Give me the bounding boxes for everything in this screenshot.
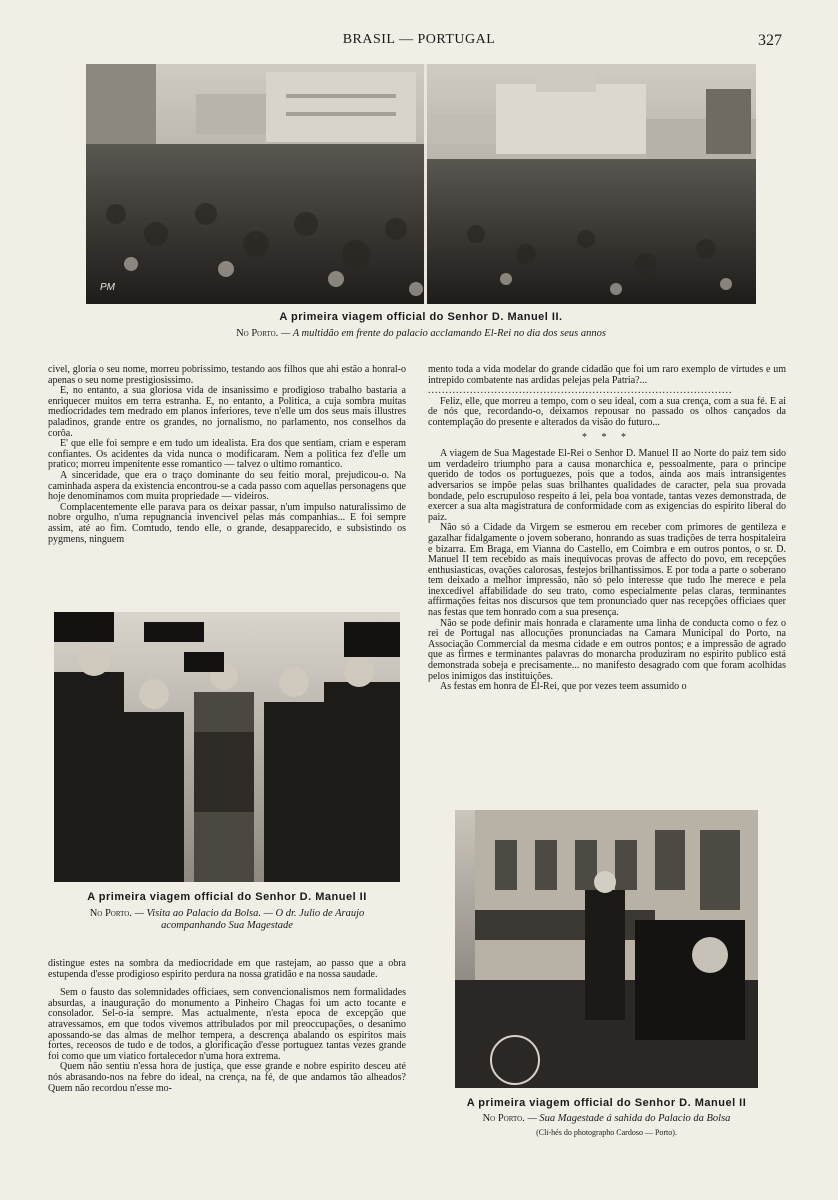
- bolsa-departure-photo: [455, 810, 758, 1088]
- paragraph: civel, gloria o seu nome, morreu pobrissimo, testando aos filhos que ahi estão a honral-o apenas o seu nome prestigiosissimo.: [48, 364, 406, 386]
- page-header: [0, 32, 838, 52]
- crowd-photo-graphic: [86, 64, 756, 304]
- paragraph: Sem o fausto das solemnidades officiaes, sem convencionalismos nem formalidades absurdas, a inauguração do monumento a Pinheiro Chagas foi um acto tocante e consolador. Sel-o-ia sempre. Mas actualmente, n'esta epoca de excepção que atravessamos, em que todos vivemos attribulados por mil preoccupações, o desanimo apossando-se das almas de melhor tempera, a descrença abalando os espiritos mais fortes, receosos de tudo e de todos, a glorificação d'esse portuguez tantas vezes grande foi como que um viatico fortalecedor n'uma hora extrema.: [48, 987, 406, 1062]
- bolsa-photo-caption: [44, 908, 410, 932]
- photo-monogram: PM: [100, 282, 115, 293]
- caption-text: — A multidão em frente do palacio acclamando El-Rei no dia dos seus annos: [278, 328, 606, 339]
- paragraph: As festas em honra de El-Rei, que por vezes teem assumido o: [440, 681, 687, 693]
- top-photo-caption-title: A primeira viagem official do Senhor D. Manuel II.: [279, 311, 563, 323]
- caption-place: No Porto.: [89, 908, 132, 919]
- paragraph: distingue estes na sombra da mediocridade em que rastejam, ao passo que a obra estupenda d'esse prodigioso espirito perdura na nossa gratidão e na nossa saudade.: [48, 958, 406, 980]
- top-photo-caption: [86, 328, 756, 340]
- left-column-top-text: [48, 365, 406, 545]
- bolsa-departure-graphic: [455, 810, 758, 1088]
- caption-text: — Sua Magestade á sahida do Palacio da Bolsa: [524, 1113, 731, 1124]
- caption-text: — Visita ao Palacio da Bolsa. — O dr. Julio de Araujo: [131, 908, 365, 919]
- paragraph: E, no entanto, a sua gloriosa vida de insanissimo e prodigioso trabalho bastaria a enriquecer muitos em terra estranha. E, no entanto, a Politica, a cuja sombra muitas mediocridades tem medrado em planos inferiores, teve n'elle um dos seus mais illustres paladinos, grande entre os grandes, no jornalismo, no parlamento, nos conselhos da corôa.: [48, 385, 406, 439]
- bolsa-visit-photo: [54, 612, 400, 882]
- paragraph: Quem não sentiu n'essa hora de justiça, que esse grande e nobre espirito desceu até nós abrasando-nos na febre do ideal, na crença, na fé, de que andamos tão alheados? Quem não recordou n'esse mo-: [48, 1061, 406, 1094]
- bolsa-visit-graphic: [54, 612, 400, 882]
- paragraph: Não só a Cidade da Virgem se esmerou em receber com primores de gentileza e gazalhar fidalgamente o jovem soberano, honrando as suas tradições de terra hospitaleira e bizarra. Em Braga, em Vianna do Castello, em Coimbra e em outros pontos, o sr. D. Manuel II tem recebido as mais inequivocas provas de affecto do povo, em recepções enthusiasticas, ovações calorosas, festejos brilhantissimos. E por toda a parte o soberano tem deixado a melhor impressão, não só pelo interesse que tudo lhe merece e pela inexcedivel affabilidade do seu trato, como especialmente pelas claras, terminantes affirmações feitas nos discursos que tem pronunciado quer nas recepções officiaes quer nas festas que tem honrado com a sua presença.: [428, 522, 786, 619]
- paragraph: Não se pode definir mais honrada e claramente uma linha de conducta como o fez o rei de Portugal nas allocuções pronunciadas na Camara Municipal do Porto, na Associação Commercial da mesma cidade e em outros pontos; e a impressão de agrado que as firmes e terminantes palavras do monarcha produziram no espirito publico está demonstrada sobeja e precisamente... no manifesto desagrado com que foram acolhidas pelos inimigos das instituições.: [428, 617, 786, 682]
- paragraph: Feliz, elle, que morreu a tempo, com o seu ideal, com a sua crença, com a sua fé. E ai de nós que, recordando-o, deixamos repousar no passado os olhos cançados da contemplação do presente e alterados da visão do futuro...: [428, 395, 786, 428]
- photo-credit: (Cli-hés do photographo Cardoso — Porto).: [536, 1128, 677, 1137]
- left-column-bottom-text: [48, 959, 406, 1094]
- right-column-text: [428, 365, 786, 693]
- paragraph: Complacentemente elle parava para os deixar passar, n'um impulso naturalissimo de nobre orgulho, n'uma repugnancia invencivel pelas más companhias... E foi sempre assim, até ao fim. Comtudo, tendo elle, o grande, desapparecido, e subsistindo os pygmens, ninguem: [48, 501, 406, 545]
- bolsa-photo-caption-title: A primeira viagem official do Senhor D. Manuel II: [87, 891, 367, 903]
- paragraph: A viagem de Sua Magestade El-Rei o Senhor D. Manuel II ao Norte do paiz tem sido um verdadeiro triumpho para a causa monarchica e, pessoalmente, para o principe querido de todos os portuguezes, pois que a todos, ainda aos mais intransigentes adversarios se impõe pelas suas brilhantes qualidades de caracter, pela sua provada bondade, pelo escrupuloso respeito á lei, pela boa vontade, tantas vezes demonstrada, de exercer a sua alta magistratura de conformidade com as exigencias do espirito liberal do paiz.: [428, 448, 786, 523]
- paragraph: E' que elle foi sempre e em tudo um idealista. Era dos que sentiam, criam e esperam confiantes. Os acidentes da vida nunca o modificaram. Nem a politica fez d'elle um pratico; morreu impenitente esse romantico — talvez o ultimo romantico.: [48, 438, 406, 471]
- paragraph: mento toda a vida modelar do grande cidadão que foi um raro exemplo de virtudes e um intrepido combatente nas ardidas pelejas pela Patria?...: [428, 364, 786, 386]
- departure-photo-caption-title: A primeira viagem official do Senhor D. Manuel II: [466, 1097, 747, 1109]
- caption-place: No Porto.: [236, 328, 279, 339]
- page-number: 327: [758, 32, 782, 49]
- caption-text-line-2: acompanhando Sua Magestade: [161, 920, 293, 931]
- paragraph: A sinceridade, que era o traço dominante do seu feitio moral, prejudicou-o. Na caminhada aspera da existencia encontrou-se a cada passo com aquellas personagens que hoje denominamos com muita propriedade — videiros.: [48, 469, 406, 503]
- ellipsis-line: .......................................................................................: [428, 386, 733, 397]
- section-separator: * * *: [582, 431, 632, 443]
- running-title: BRASIL — PORTUGAL: [342, 32, 496, 47]
- top-crowd-photo: [86, 64, 756, 304]
- departure-photo-caption: [430, 1113, 783, 1125]
- caption-place: No Porto.: [482, 1113, 525, 1124]
